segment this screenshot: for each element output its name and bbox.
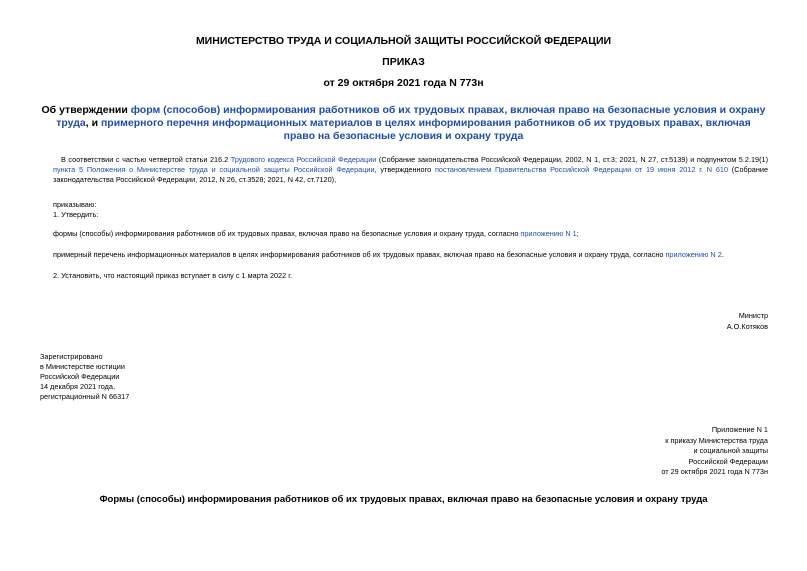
appendix-line: Приложение N 1 (711, 425, 768, 434)
order-word: приказываю: (53, 200, 97, 209)
ministry-heading: МИНИСТЕРСТВО ТРУДА И СОЦИАЛЬНОЙ ЗАЩИТЫ РОССИЙСКОЙ ФЕДЕРАЦИИ (195, 35, 612, 47)
item-2: 2. Установить, что настоящий приказ вступает в силу с 1 марта 2022 г. (53, 271, 292, 280)
labor-code-link[interactable]: Трудового кодекса Российской Федерации (230, 155, 377, 164)
preamble-text-b: (Собрание законодательства Российской Федерации, 2002, N 1, ст.3; 2021, N 27, ст.5139) и подпунктом 5.2.19(1) (376, 155, 769, 164)
appendix-line: и социальной защиты (693, 446, 768, 455)
item-1: 1. Утвердить: (53, 210, 99, 219)
document-type: ПРИКАЗ (382, 56, 425, 68)
government-decree-link[interactable]: постановлением Правительства Российской Федерации от 19 июня 2012 г. N 610 (434, 165, 729, 174)
signature-position: Министр (738, 311, 768, 320)
appendix-line: Российской Федерации (688, 456, 768, 466)
preamble-text-a: В соответствии с частью четвертой статьи 216.2 (61, 155, 231, 164)
appendix-line: к приказу Министерства труда (665, 435, 768, 445)
preamble-text-d: (Собрание законодательства Российской Федерации, 2012, N 26, ст.3528; 2021, N 42, ст.7120), (53, 165, 769, 184)
appendix-line: от 29 октября 2021 года N 773н (661, 467, 768, 476)
appendix-1-link[interactable]: приложению N 1 (520, 229, 577, 238)
appendix-2-link[interactable]: приложению N 2 (665, 250, 722, 259)
preamble-paragraph (53, 155, 768, 185)
registration-line: регистрационный N 66317 (40, 392, 130, 401)
registration-block (40, 352, 129, 402)
title-middle: , и (85, 117, 101, 129)
title-link-list[interactable]: примерного перечня информационных материалов в целях информирования работников об их трудовых правах, включая право на безопасные условия и охрану труда (100, 117, 751, 142)
forms-item-text: формы (способы) информирования работников об их трудовых правах, включая право на безопасные условия и охрану труда, согласно (53, 229, 521, 238)
appendix-header (661, 425, 768, 478)
list-item-end: . (721, 250, 724, 259)
title-prefix: Об утверждении (41, 104, 131, 116)
forms-item (53, 229, 579, 239)
document-date-number: от 29 октября 2021 года N 773н (323, 77, 484, 89)
preamble-text-c: , утвержденного (374, 165, 435, 174)
document-title (40, 104, 767, 143)
title-link-forms[interactable]: форм (способов) информирования работников об их трудовых правах, включая право на безопасные условия и охрану труда (56, 104, 766, 129)
ministry-regulation-link[interactable]: пункта 5 Положения о Министерстве труда и социальной защиты Российской Федерации (53, 165, 375, 174)
list-item-text: примерный перечень информационных материалов в целях информирования работников об их трудовых правах, включая право на безопасные условия и охрану труда, согласно (53, 250, 666, 259)
forms-section-title: Формы (способы) информирования работников об их трудовых правах, включая право на безопасные условия и охрану труда (99, 494, 708, 505)
registration-line: 14 декабря 2021 года, (40, 382, 116, 391)
forms-item-end: ; (576, 229, 579, 238)
registration-line: в Министерстве юстиции (40, 362, 125, 371)
registration-line: Зарегистрировано (40, 352, 103, 361)
list-item (53, 250, 724, 260)
signature-name: А.О.Котяков (726, 322, 768, 331)
registration-line: Российской Федерации (40, 372, 120, 381)
